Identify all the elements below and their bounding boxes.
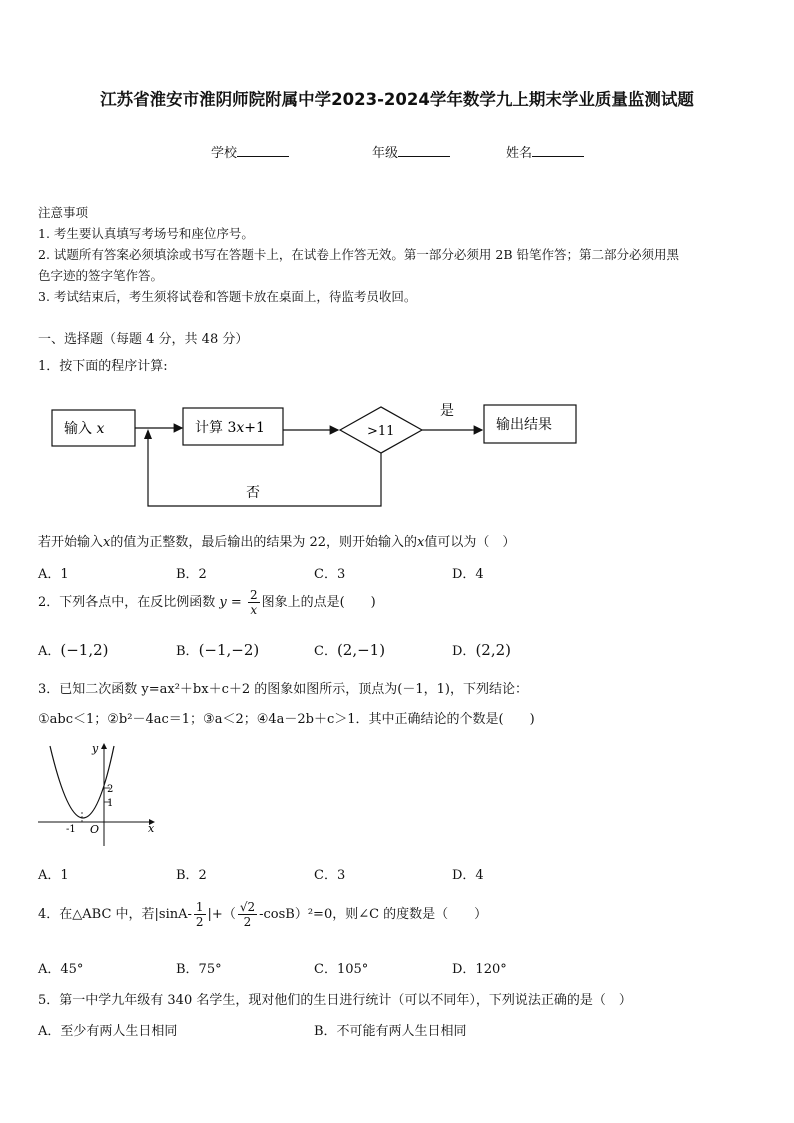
school-field — [211, 142, 289, 161]
q1-text-a: 若开始输入 — [38, 535, 104, 550]
q2-stem-a: 2．下列各点中，在反比例函数 — [38, 595, 216, 610]
q3-option-a[interactable]: A．1 — [38, 868, 69, 883]
q4-fraction-1 — [194, 900, 206, 929]
q2-option-b-label: B． — [176, 644, 199, 659]
q1-stem: 1．按下面的程序计算: — [38, 359, 168, 374]
q3-graph — [38, 740, 168, 850]
name-field — [506, 142, 584, 161]
grade-blank — [398, 144, 450, 157]
q4-option-a[interactable]: A．45° — [38, 962, 84, 977]
q2-option-b[interactable] — [176, 640, 259, 659]
input-label: 输入 x — [64, 421, 105, 437]
q5-stem: 5．第一中学九年级有 340 名学生，现对他们的生日进行统计（可以不同年），下列说法正确的是（ ） — [38, 993, 632, 1008]
condition-label: >11 — [367, 424, 395, 439]
q3-option-d[interactable]: D．4 — [452, 868, 484, 883]
no-label: 否 — [246, 485, 260, 501]
note-1: 1. 考生要认真填写考场号和座位序号。 — [38, 226, 254, 241]
notes-heading: 注意事项 — [38, 205, 89, 220]
q4-f1-den: 2 — [195, 915, 204, 929]
name-blank — [532, 144, 584, 157]
q2-fraction — [248, 588, 260, 617]
q2-option-d-value: (2,2) — [475, 641, 511, 659]
q4-f1-num: 1 — [195, 900, 204, 914]
tick-minus1-label: -1 — [66, 824, 76, 835]
yes-label: 是 — [440, 403, 454, 419]
q1-option-c[interactable]: C．3 — [314, 567, 346, 582]
q4-f2-num: √2 — [239, 900, 256, 914]
q1-text-c: 值可以为（ ） — [424, 535, 516, 550]
q1-option-a[interactable]: A．1 — [38, 567, 69, 582]
q2-option-d-label: D． — [452, 644, 476, 659]
q2-option-a-value: (−1,2) — [60, 641, 109, 659]
note-3: 3. 考试结束后，考生须将试卷和答题卡放在桌面上，待监考员收回。 — [38, 289, 417, 304]
page-title: 江苏省淮安市淮阴师院附属中学2023-2024学年数学九上期末学业质量监测试题 — [100, 90, 694, 109]
q2-stem — [38, 588, 376, 617]
q1-var-2: x — [417, 535, 425, 550]
x-label: x — [148, 822, 155, 835]
q2-option-c-label: C． — [314, 644, 337, 659]
q2-option-c[interactable] — [314, 640, 385, 659]
q2-option-d[interactable] — [452, 640, 511, 659]
q1-option-b[interactable]: B．2 — [176, 567, 207, 582]
grade-label: 年级 — [372, 146, 399, 161]
q4-option-d[interactable]: D．120° — [452, 962, 507, 977]
tick-2-label: 2 — [107, 784, 114, 795]
name-label: 姓名 — [506, 146, 533, 161]
q4-option-b[interactable]: B．75° — [176, 962, 222, 977]
section-heading: 一、选择题（每题 4 分，共 48 分） — [38, 332, 249, 347]
grade-field — [372, 142, 450, 161]
origin-label: O — [90, 823, 100, 836]
q2-func-lhs: y = — [219, 595, 242, 610]
q1-text-b: 的值为正整数，最后输出的结果为 22，则开始输入的 — [110, 535, 418, 550]
q4-option-c[interactable]: C．105° — [314, 962, 369, 977]
q2-option-a[interactable] — [38, 640, 109, 659]
q1-text — [38, 531, 515, 550]
q1-var-1: x — [103, 535, 111, 550]
y-label: y — [92, 742, 99, 755]
q3-conclusions: ①abc＜1；②b²－4ac＝1；③a＜2；④4a－2b＋c＞1．其中正确结论的个数是( ) — [38, 712, 535, 727]
q3-option-b[interactable]: B．2 — [176, 868, 207, 883]
output-label: 输出结果 — [496, 417, 552, 433]
q4-f2-den: 2 — [243, 915, 252, 929]
q2-func-num: 2 — [249, 588, 258, 602]
q4-stem — [38, 900, 487, 929]
q3-stem: 3．已知二次函数 y=ax²＋bx＋c＋2 的图象如图所示，顶点为(－1，1)，下列结论： — [38, 682, 528, 697]
q4-stem-b: |+（ — [207, 907, 236, 922]
q3-option-c[interactable]: C．3 — [314, 868, 346, 883]
compute-label: 计算 3x+1 — [195, 420, 265, 436]
q2-func-den: x — [250, 603, 258, 617]
q1-flowchart — [40, 395, 600, 515]
q4-fraction-2 — [238, 900, 257, 929]
q2-option-b-value: (−1,−2) — [198, 641, 260, 659]
q4-stem-a: 4．在△ABC 中，若|sinA- — [38, 907, 192, 922]
q2-option-a-label: A． — [38, 644, 61, 659]
note-2: 2. 试题所有答案必须填涂或书写在答题卡上，在试卷上作答无效。第一部分必须用 2B 铅笔作答；第二部分必须用黑 — [38, 247, 679, 262]
q1-option-d[interactable]: D．4 — [452, 567, 484, 582]
q2-option-c-value: (2,−1) — [336, 641, 386, 659]
q2-stem-b: 图象上的点是( ) — [261, 595, 376, 610]
q5-option-a[interactable]: A．至少有两人生日相同 — [38, 1024, 178, 1039]
loop-arrowhead — [144, 429, 152, 439]
tick-1-label: 1 — [107, 798, 114, 809]
school-blank — [237, 144, 289, 157]
note-2-cont: 色字迹的签字笔作答。 — [38, 268, 164, 283]
q5-option-b[interactable]: B．不可能有两人生日相同 — [314, 1024, 467, 1039]
school-label: 学校 — [211, 146, 238, 161]
q4-stem-c: -cosB）²=0，则∠C 的度数是（ ） — [259, 907, 488, 922]
